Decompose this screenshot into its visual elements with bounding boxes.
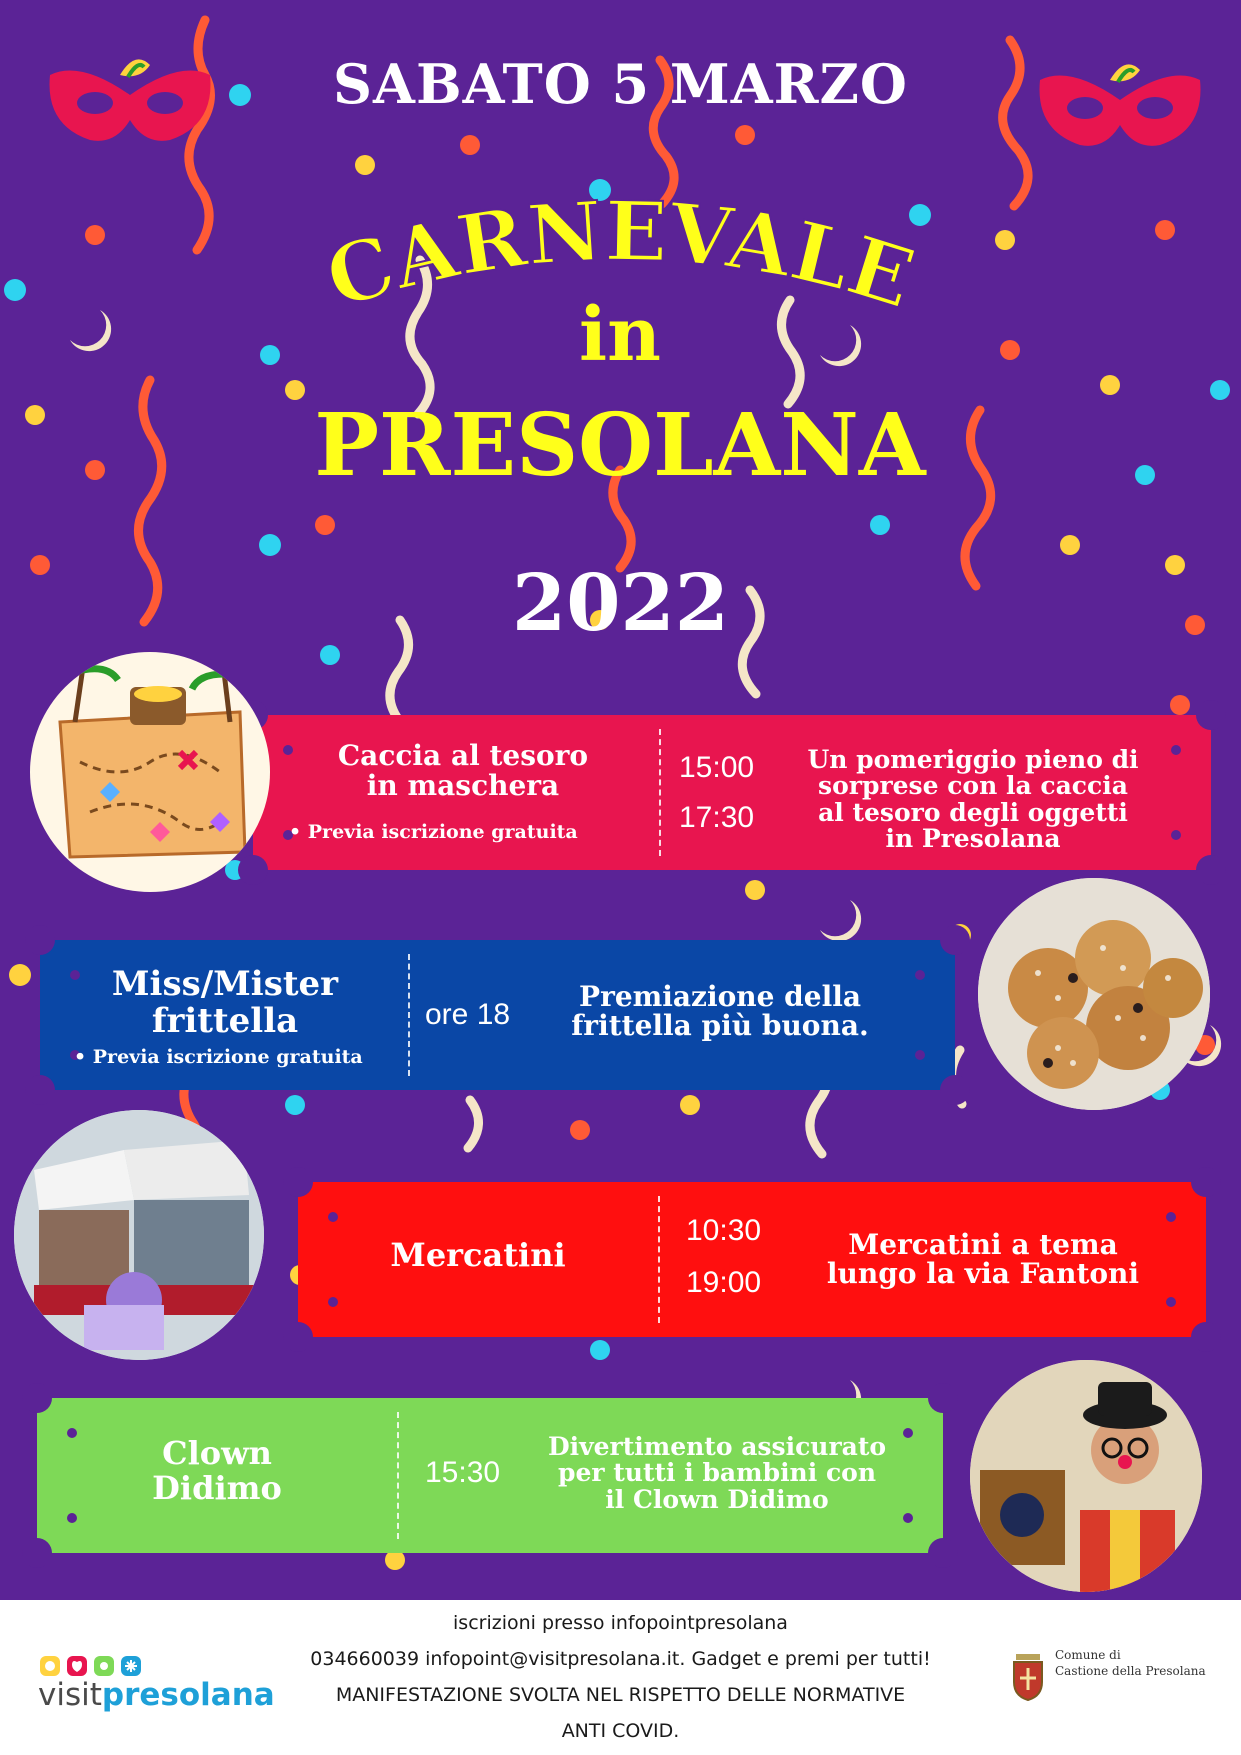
event-card-mercatini: [298, 1182, 1206, 1337]
event-title: Clown Didimo: [152, 1434, 282, 1507]
event-note: • Previa iscrizione gratuita: [74, 1046, 363, 1068]
footer-covid-notice: MANIFESTAZIONE SVOLTA NEL RISPETTO DELLE NORMATIVE: [335, 1684, 906, 1706]
clown-icon: [970, 1360, 1202, 1592]
visitpresolana-logo: visitpresolana: [38, 1677, 275, 1713]
event-time-start: 10:30: [686, 1214, 762, 1247]
event-card-caccia-tesoro: [253, 715, 1211, 870]
footer-covid-notice-2: ANTI COVID.: [561, 1720, 680, 1742]
event-title: Miss/Mister frittella: [111, 964, 339, 1041]
event-title: Caccia al tesoro in maschera: [337, 739, 589, 803]
treasure-map-photo: [30, 652, 270, 892]
event-time-end: 19:00: [686, 1266, 762, 1299]
event-card-miss-frittella: [40, 940, 955, 1090]
market-stalls-photo: [14, 1110, 264, 1360]
title-carnevale: CARNEVALE: [315, 190, 925, 328]
event-date: SABATO 5 MARZO: [333, 52, 908, 116]
treasure-map-icon: [30, 652, 270, 892]
event-time-end: 17:30: [679, 801, 755, 834]
clown-photo: [970, 1360, 1202, 1592]
poster-title: [230, 190, 1010, 530]
frittelle-icon: [978, 878, 1210, 1110]
event-description: Un pomeriggio pieno di sorprese con la caccia al tesoro degli oggetti in Presolana: [807, 745, 1139, 853]
comune-label: Comune di Castione della Presolana: [1055, 1648, 1206, 1678]
event-description: Premiazione della frittella più buona.: [571, 980, 869, 1043]
event-card-clown-didimo: [37, 1398, 943, 1553]
visitpresolana-logo-icon: [40, 1655, 150, 1677]
title-presolana: PRESOLANA: [314, 395, 926, 496]
footer-registration: iscrizioni presso infopointpresolana: [453, 1612, 788, 1634]
event-time: 15:30: [425, 1456, 501, 1489]
event-title: Mercatini: [390, 1236, 566, 1274]
comune-crest-icon: [1008, 1650, 1048, 1702]
event-time-start: 15:00: [679, 751, 755, 784]
event-year: 2022: [511, 558, 730, 649]
event-description: Mercatini a tema lungo la via Fantoni: [826, 1228, 1140, 1291]
event-time: ore 18: [425, 998, 511, 1031]
event-note: • Previa iscrizione gratuita: [289, 821, 578, 843]
market-stalls-icon: [14, 1110, 264, 1360]
frittelle-photo: [978, 878, 1210, 1110]
footer-contacts: 034660039 infopoint@visitpresolana.it. Gadget e premi per tutti!: [310, 1648, 931, 1670]
title-in: in: [579, 292, 661, 378]
event-description: Divertimento assicurato per tutti i bambini con il Clown Didimo: [547, 1432, 887, 1514]
